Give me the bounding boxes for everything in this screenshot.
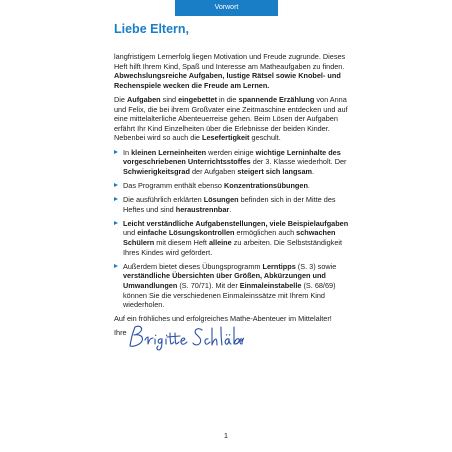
text-run: werden einige — [206, 147, 256, 157]
emphasis: heraustrennbar — [175, 204, 230, 214]
bullet-arrow-icon — [114, 150, 118, 154]
emphasis: schwachen Schülern — [123, 228, 336, 248]
text-run: befinden sich in der Mitte des Heftes und sind — [123, 195, 336, 214]
text-run: von Anna und Felix, die bei ihrem Großvater eine Zeitmaschine entdecken und auf eine mittelalterliche Abenteuerreise gehen. Beim Lösen der Aufgaben erfährt Ihr Kind Einzelheiten über die Erlebnisse der beiden Kinder. Nebenbei wird so auch die — [114, 94, 348, 143]
section-tab: Vorwort — [175, 0, 278, 16]
text-run: In — [123, 147, 132, 157]
text-run: (S. 68/69) können Sie die verschiedenen Einmaleinssätze mit Ihrem Kind wiederholen. — [123, 281, 336, 310]
bullet-item-solutions — [114, 195, 354, 214]
bullet-item-learning-units — [114, 148, 354, 177]
emphasis: spannende Erzählung — [238, 94, 315, 104]
bullet-arrow-icon — [114, 183, 118, 187]
emphasis: Aufgaben — [126, 94, 161, 104]
emphasis: kleinen Lerneinheiten — [131, 147, 207, 157]
text-run: Außerdem bietet dieses Übungsprogramm — [123, 261, 263, 271]
text-run: ermöglichen auch — [234, 228, 297, 238]
emphasis: Einmaleinstabelle — [239, 281, 302, 291]
text-run: . — [312, 166, 315, 176]
letter-body — [114, 52, 354, 352]
text-run: der Aufgaben — [189, 166, 238, 176]
text-run: . — [307, 180, 310, 190]
text-run: mit diesem Heft — [154, 238, 209, 248]
emphasis: Abwechslungsreiche Aufgaben, lustige Rätsel sowie Knobel- und Rechenspiele wecken die Freude am Lernen. — [114, 71, 341, 90]
bullet-item-independence — [114, 219, 354, 257]
page-number: 1 — [223, 431, 229, 440]
greeting-heading: Liebe Eltern, — [114, 22, 190, 36]
text-run: (S. 70/71). Mit der — [177, 281, 240, 291]
emphasis: alleine — [208, 238, 232, 248]
text-run: . — [229, 204, 232, 214]
text-run: in die — [217, 94, 239, 104]
emphasis: Konzentrationsübungen — [224, 180, 308, 190]
emphasis: verständliche Übersichten über Größen, Abkürzungen und Umwandlungen — [123, 271, 326, 291]
text-run: langfristigem Lernerfolg liegen Motivation und Freude zugrunde. Dieses Heft hilft Ihrem Kind, Spaß und Interesse am Matheaufgaben zu finden. — [114, 52, 346, 71]
bullet-item-concentration — [114, 181, 354, 191]
emphasis: eingebettet — [178, 94, 218, 104]
handwritten-signature — [124, 322, 244, 352]
bullet-arrow-icon — [114, 197, 118, 201]
text-run: Das Programm enthält ebenso — [123, 180, 224, 190]
text-run: Die — [114, 94, 127, 104]
bullet-arrow-icon — [114, 264, 118, 268]
text-run: und — [123, 228, 138, 238]
emphasis: Lesefertigkeit — [202, 133, 250, 143]
signature-block — [114, 328, 354, 352]
text-run: zu arbeiten. Die Selbstständigkeit Ihres Kindes wird gefördert. — [123, 238, 343, 257]
text-run: der 3. Klasse wiederholt. Der — [250, 157, 347, 167]
text-run: (S. 3) sowie — [295, 261, 337, 271]
bullet-arrow-icon — [114, 221, 118, 225]
emphasis: wichtige Lerninhalte des vorgeschriebenen Unterrichtsstoffes — [123, 147, 341, 167]
text-run: sind — [160, 94, 179, 104]
paragraph-intro — [114, 52, 354, 90]
emphasis: einfache Lösungskontrollen — [137, 228, 235, 238]
emphasis: Schwierigkeitsgrad — [123, 166, 190, 176]
paragraph-story — [114, 95, 354, 143]
bullet-item-learning-tips — [114, 262, 354, 310]
emphasis: Leicht verständliche Aufgabenstellungen, viele Beispielaufgaben — [123, 218, 349, 228]
emphasis: Lösungen — [203, 195, 239, 205]
closing-line: Auf ein fröhliches und erfolgreiches Mathe-Abenteuer im Mittelalter! — [114, 314, 332, 324]
sign-off: Ihre — [114, 327, 127, 337]
emphasis: steigert sich langsam — [237, 166, 313, 176]
text-run: geschult. — [249, 133, 281, 143]
emphasis: Lerntipps — [262, 261, 296, 271]
text-run: Die ausführlich erklärten — [123, 195, 204, 205]
